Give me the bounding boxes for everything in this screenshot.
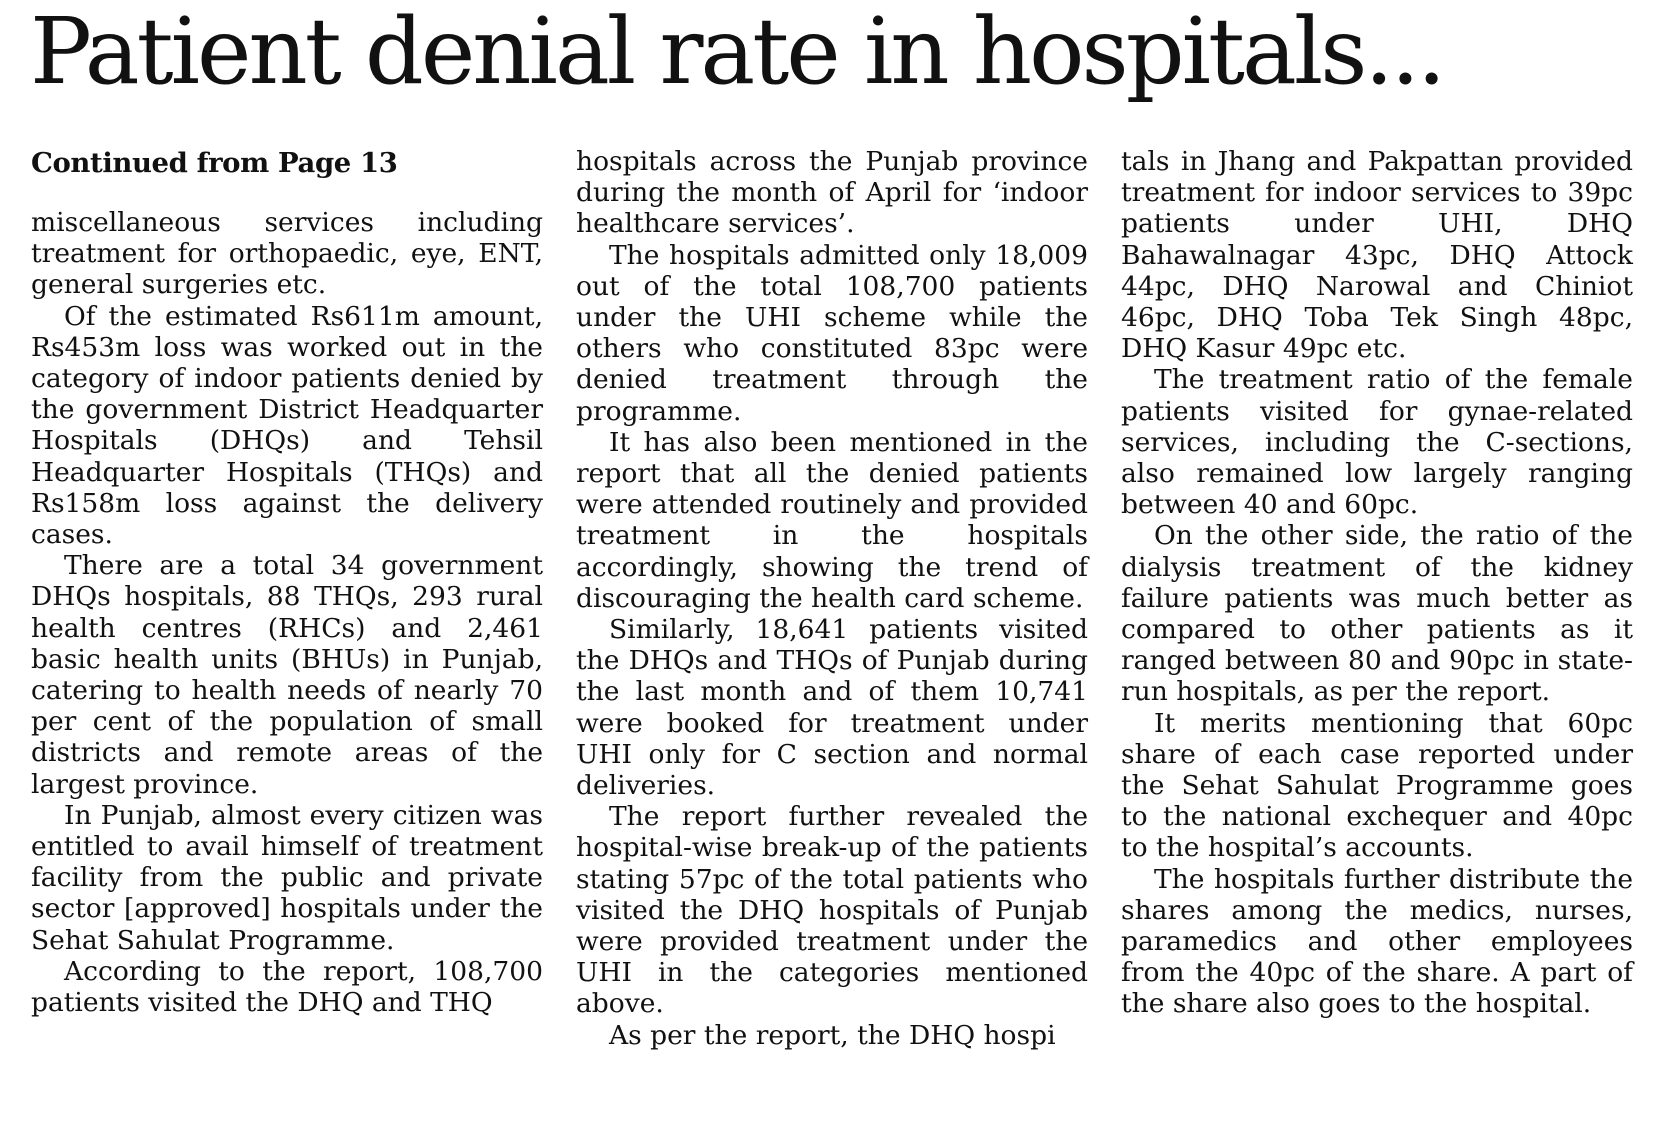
paragraph: Similarly, 18,641 patients visited the DHQs and THQs of Punjab during the last month and of them 10,741 were booked for treatment under UHI only for C section and normal deliveries.: [576, 614, 1088, 802]
article-column-3: [1121, 146, 1633, 1020]
paragraph: The treatment ratio of the female patients visited for gynae-related services, including the C-sections, also remained low largely ranging between 40 and 60pc.: [1121, 364, 1633, 521]
paragraph: The hospitals further distribute the shares among the medics, nurses, paramedics and other employees from the 40pc of the share. A part of the share also goes to the hospital.: [1121, 863, 1633, 1020]
article-column-2: [576, 146, 1088, 1051]
paragraph: Of the estimated Rs611m amount, Rs453m loss was worked out in the category of indoor patients denied by the government District Headquarter Hospitals (DHQs) and Tehsil Headquarter Hospitals (THQs) and Rs158m loss against the delivery cases.: [31, 300, 543, 551]
paragraph: hospitals across the Punjab province during the month of April for ‘indoor healthcare services’.: [576, 146, 1088, 240]
paragraph: On the other side, the ratio of the dialysis treatment of the kidney failure patients was much better as compared to other patients as it ranged between 80 and 90pc in state-run hospitals, as per the report.: [1121, 520, 1633, 708]
paragraph: The report further revealed the hospital-wise break-up of the patients stating 57pc of the total patients who visited the DHQ hospitals of Punjab were provided treatment under the UHI in the categories mentioned above.: [576, 801, 1088, 1020]
paragraph: According to the report, 108,700 patients visited the DHQ and THQ: [31, 955, 543, 1019]
paragraph: As per the report, the DHQ hospi: [609, 1019, 1056, 1051]
paragraph: tals in Jhang and Pakpattan provided treatment for indoor services to 39pc patients under UHI, DHQ Bahawalnagar 43pc, DHQ Attock 44pc, DHQ Narowal and Chiniot 46pc, DHQ Toba Tek Singh 48pc, DHQ Kasur 49pc etc.: [1121, 146, 1633, 365]
paragraph: It merits mentioning that 60pc share of each case reported under the Sehat Sahulat Programme goes to the national exchequer and 40pc to the hospital’s accounts.: [1121, 707, 1633, 864]
paragraph: The hospitals admitted only 18,009 out of the total 108,700 patients under the UHI scheme while the others who constituted 83pc were denied treatment through the programme.: [576, 239, 1088, 427]
paragraph: There are a total 34 government DHQs hospitals, 88 THQs, 293 rural health centres (RHCs) and 2,461 basic health units (BHUs) in Punjab, catering to health needs of nearly 70 per cent of the population of small districts and remote areas of the largest province.: [31, 550, 543, 800]
paragraph: It has also been mentioned in the report that all the denied patients were attended routinely and provided treatment in the hospitals accordingly, showing the trend of discouraging the health card scheme.: [576, 426, 1088, 614]
paragraph: miscellaneous services including treatment for orthopaedic, eye, ENT, general surgeries etc.: [31, 207, 543, 301]
continued-from-label: Continued from Page 13: [31, 147, 398, 179]
article-column-1: [31, 146, 543, 1018]
headline: Patient denial rate in hospitals...: [30, 0, 1444, 105]
paragraph: In Punjab, almost every citizen was entitled to avail himself of treatment facility from the public and private sector [approved] hospitals under the Sehat Sahulat Programme.: [31, 799, 543, 956]
